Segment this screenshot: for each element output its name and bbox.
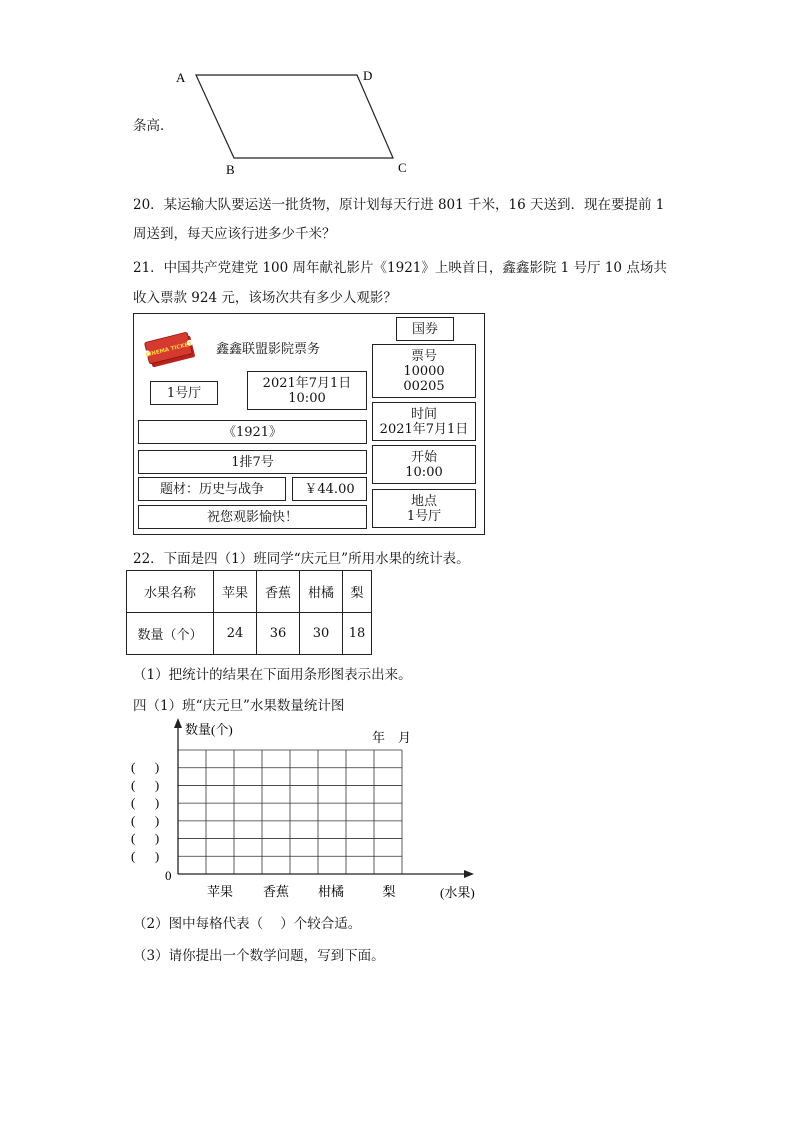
place-box xyxy=(372,489,476,528)
ticket-logo-icon xyxy=(143,328,203,372)
q21-line1: 21．中国共产党建党 100 周年献礼影片《1921》上映首日，鑫鑫影院 1 号厅 10 点场共 xyxy=(133,260,667,276)
vertex-a-label: A xyxy=(176,70,186,85)
start-label: 开始 xyxy=(410,449,437,465)
table-cell: 30 xyxy=(300,613,343,655)
y-tick-blank: ( ) xyxy=(131,795,160,811)
hall-box: 1号厅 xyxy=(150,381,218,405)
place-label: 地点 xyxy=(410,493,437,509)
q22-part1: （1）把统计的结果在下面用条形图表示出来。 xyxy=(133,667,412,683)
movie-title-box: 《1921》 xyxy=(138,420,367,444)
table-cell: 24 xyxy=(214,613,257,655)
y-tick-blank: ( ) xyxy=(131,759,160,775)
price-box: ￥44.00 xyxy=(292,477,367,501)
time-label: 时间 xyxy=(410,406,437,422)
x-axis-arrow xyxy=(464,870,474,878)
x-tick-label: 香蕉 xyxy=(262,884,290,899)
q22-part2: （2）图中每格代表（ ）个较合适。 xyxy=(133,916,362,932)
chart xyxy=(0,712,794,912)
q20-line2: 周送到，每天应该行进多少千米？ xyxy=(133,226,336,242)
vertex-b-label: B xyxy=(226,162,235,177)
chart-x-label: (水果) xyxy=(440,885,475,900)
time-box xyxy=(372,402,476,441)
start-value: 10:00 xyxy=(405,464,443,480)
ticket-no-2: 00205 xyxy=(403,378,445,394)
place-value: 1号厅 xyxy=(406,508,442,524)
cinema-name: 鑫鑫联盟影院票务 xyxy=(216,342,321,357)
table-header-cell: 柑橘 xyxy=(300,571,343,613)
q19-tail-text: 条高． xyxy=(133,118,174,134)
table-row xyxy=(127,613,372,655)
datetime-date: 2021年7月1日 xyxy=(262,375,352,391)
table-cell: 36 xyxy=(257,613,300,655)
chart-title: 四（1）班“庆元旦”水果数量统计图 xyxy=(133,698,345,714)
y-axis-arrow xyxy=(174,718,182,728)
q21-line2: 收入票款 924 元，该场次共有多少人观影？ xyxy=(133,290,397,306)
y-tick-blank: ( ) xyxy=(131,830,160,846)
q22-part3: （3）请你提出一个数学问题，写到下面。 xyxy=(133,948,385,964)
chart-x-axis xyxy=(178,870,474,878)
vertex-d-label: D xyxy=(363,68,373,83)
table-cell: 18 xyxy=(343,613,372,655)
table-header-cell: 香蕉 xyxy=(257,571,300,613)
fruit-table xyxy=(126,570,372,655)
datetime-time: 10:00 xyxy=(288,390,326,406)
datetime-box xyxy=(247,371,367,410)
q22-intro: 22．下面是四（1）班同学“庆元旦”所用水果的统计表。 xyxy=(133,551,470,567)
chart-grid xyxy=(178,750,402,874)
x-tick-label: 梨 xyxy=(382,884,396,899)
x-tick-label: 柑橘 xyxy=(317,884,345,899)
table-header-cell: 苹果 xyxy=(214,571,257,613)
start-box xyxy=(372,445,476,484)
ticket-no-1: 10000 xyxy=(403,363,445,379)
table-row xyxy=(127,571,372,613)
table-row-label: 数量（个） xyxy=(127,613,214,655)
table-header-cell: 水果名称 xyxy=(127,571,214,613)
table-header-cell: 梨 xyxy=(343,571,372,613)
q20-line1: 20．某运输大队要运送一批货物，原计划每天行进 801 千米，16 天送到．现在要提前 1 xyxy=(133,197,665,213)
seat-box: 1排7号 xyxy=(138,450,367,474)
chart-date-label: 年 月 xyxy=(372,730,412,745)
chart-x-tick-labels xyxy=(207,884,396,899)
genre-box: 题材：历史与战争 xyxy=(138,477,286,501)
y-tick-blank: ( ) xyxy=(131,777,160,793)
chart-y-axis xyxy=(174,718,182,874)
greeting-box: 祝您观影愉快！ xyxy=(138,505,367,529)
ticket-no-box xyxy=(372,344,476,398)
y-tick-blank: ( ) xyxy=(131,812,160,828)
y-tick-blank: ( ) xyxy=(131,848,160,864)
chart-origin-label: 0 xyxy=(165,868,172,883)
chart-y-label: 数量(个) xyxy=(185,722,233,737)
ticket-logo-text: CINEMA TICKET xyxy=(145,341,193,359)
parallelogram-figure xyxy=(0,0,794,200)
chart-y-tick-blanks xyxy=(131,760,159,864)
voucher-label: 国券 xyxy=(396,317,454,341)
ticket-no-label: 票号 xyxy=(410,348,437,364)
vertex-c-label: C xyxy=(398,160,407,175)
x-tick-label: 苹果 xyxy=(206,884,234,899)
time-value: 2021年7月1日 xyxy=(379,421,469,437)
